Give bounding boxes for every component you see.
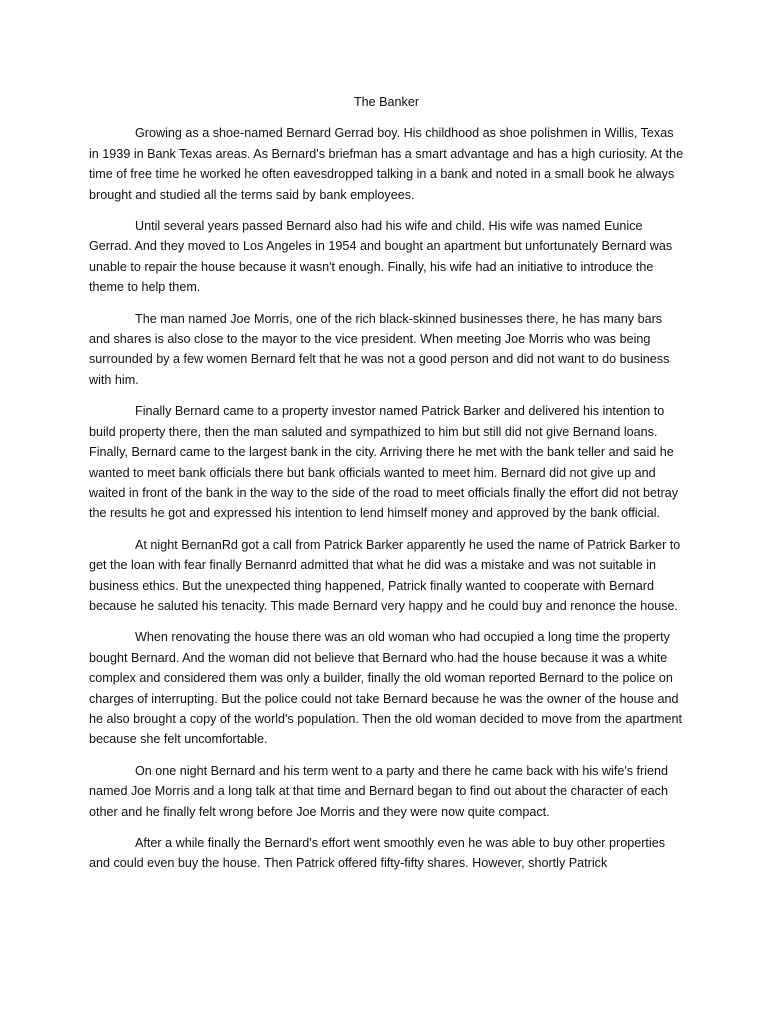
paragraph-7: On one night Bernard and his term went to a party and there he came back with his wife's friend named Joe Morris and a long talk at that time and Bernard began to find out about the character of each other and he finally felt wrong before Joe Morris and they were now quite compact. <box>89 763 669 819</box>
paragraph-3: The man named Joe Morris, one of the rich black-skinned businesses there, he has many bars and shares is also close to the mayor to the vice president. When meeting Joe Morris who was being surrounded by a few women Bernard felt that he was not a good person and did not want to do business with him. <box>89 311 670 387</box>
paragraph-2: Until several years passed Bernard also had his wife and child. His wife was named Eunice Gerrad. And they moved to Los Angeles in 1954 and bought an apartment but unfortunately Bernard was unable to repair the house because it wasn't enough. Finally, his wife had an initiative to introduce the theme to help them. <box>89 219 673 295</box>
paragraph-1: Growing as a shoe-named Bernard Gerrad boy. His childhood as shoe polishmen in Willis, Texas in 1939 in Bank Texas areas. As Bernard's briefman has a smart advantage and has a high curiosity. At the time of free time he worked he often eavesdropped talking in a bank and noted in a small book he always brought and studied all the terms said by bank employees. <box>89 126 684 202</box>
paragraph-8: After a while finally the Bernard's effort went smoothly even he was able to buy other properties and could even buy the house. Then Patrick offered fifty-fifty shares. However, shortly Patrick <box>89 836 665 871</box>
document-title: The Banker <box>353 95 420 109</box>
paragraph-5: At night BernanRd got a call from Patrick Barker apparently he used the name of Patrick Barker to get the loan with fear finally Bernanrd admitted that what he did was a mistake and was not suitable in business ethics. But the unexpected thing happened, Patrick finally wanted to cooperate with Bernard because he saluted his tenacity. This made Bernard very happy and he could buy and renonce the house. <box>89 537 681 613</box>
paragraph-4: Finally Bernard came to a property investor named Patrick Barker and delivered his intention to build property there, then the man saluted and sympathized to him but still did not give Bernand loans. Finally, Bernard came to the largest bank in the city. Arriving there he met with the bank teller and said he wanted to meet bank officials there but bank officials wanted to meet him. Bernard did not give up and waited in front of the bank in the way to the side of the road to meet officials finally the effort did not betray the results he got and expressed his intention to lend himself money and approved by the bank official. <box>89 404 678 521</box>
paragraph-6: When renovating the house there was an old woman who had occupied a long time the property bought Bernard. And the woman did not believe that Bernard who had the house because it was a white complex and considered them was only a builder, finally the old woman reported Bernard to the police on charges of interrupting. But the police could not take Bernard because he was the owner of the house and he also brought a copy of the world's population. Then the old woman decided to move from the apartment because she felt uncomfortable. <box>89 630 683 747</box>
